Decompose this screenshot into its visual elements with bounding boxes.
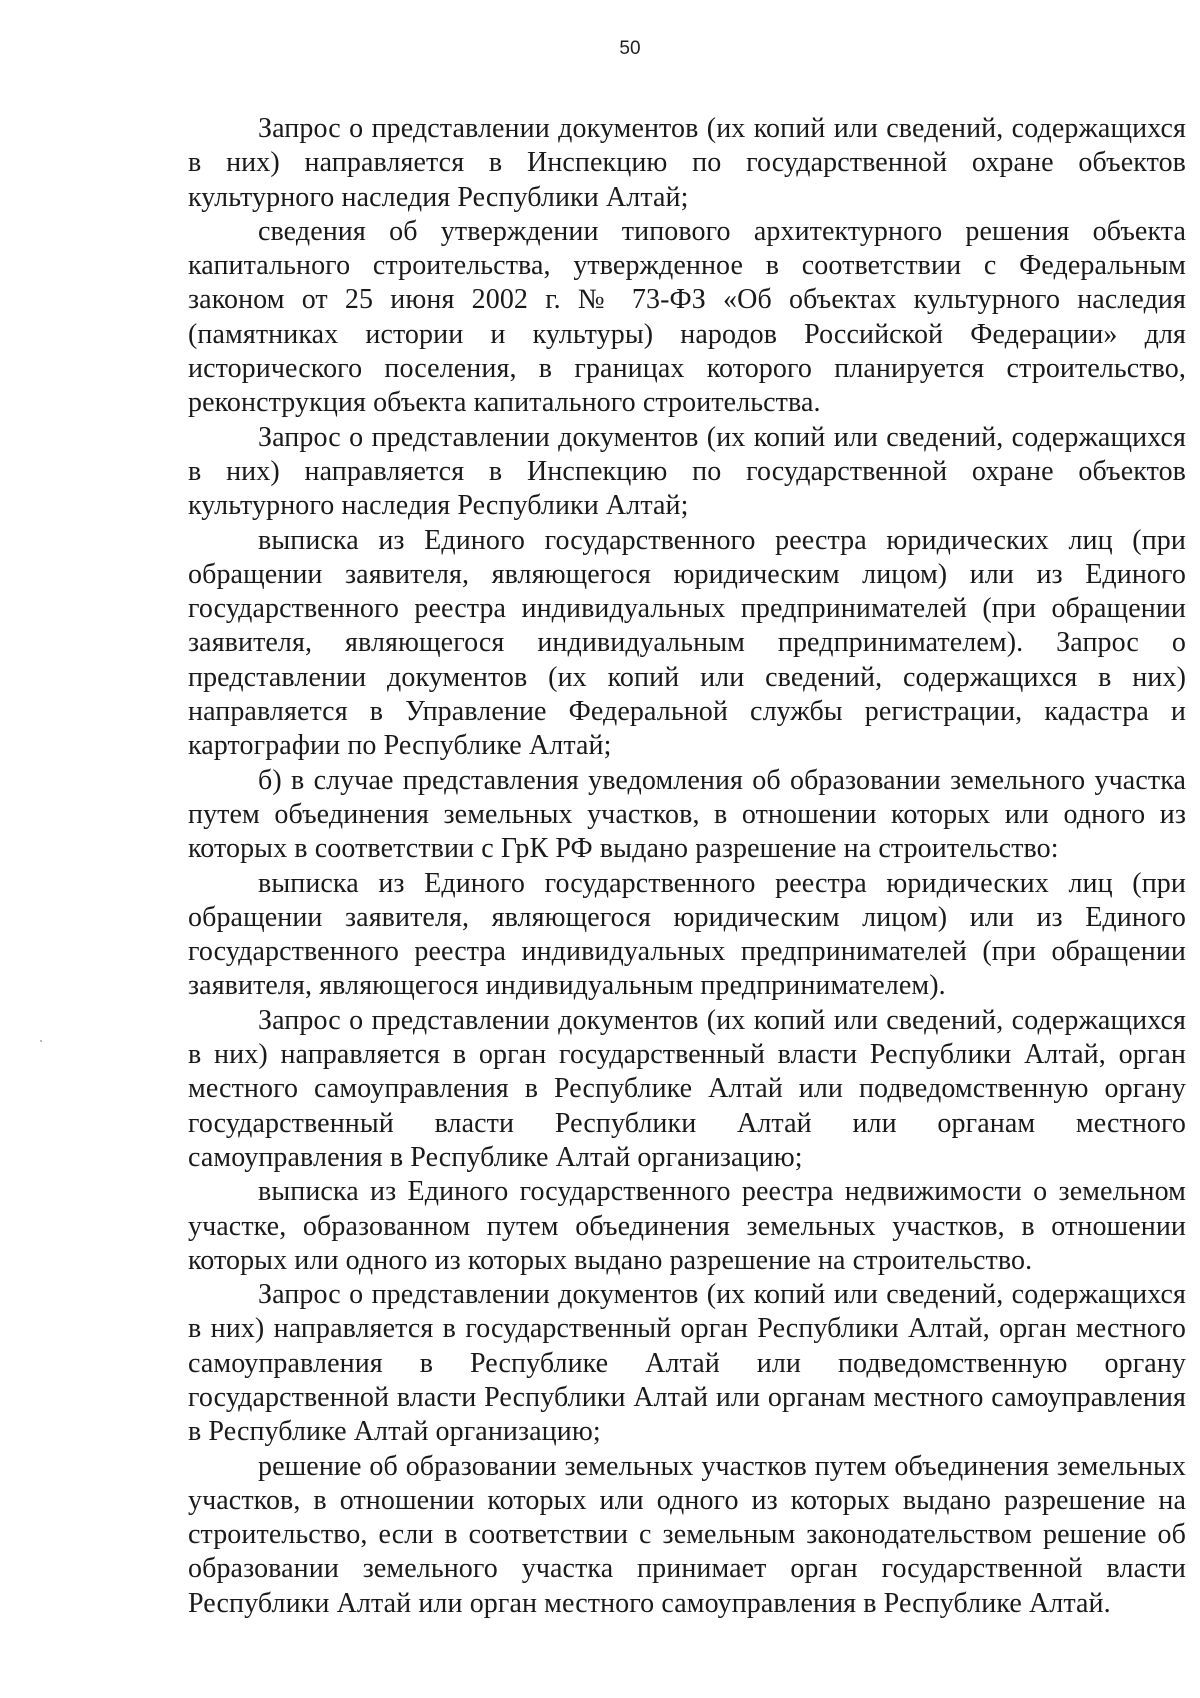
paragraph: выписка из Единого государственного реестра юридических лиц (при обращении заявителя, являющегося юридическим лицом) или из Единого государственного реестра индивидуальных предпринимателей (при обращении заявителя, являющегося индивидуальным предпринимателем). Запрос о представлении документов (их копий или сведений, содержащихся в них) направляется в Управление Федеральной службы регистрации, кадастра и картографии по Республике Алтай; — [188, 524, 1186, 762]
paragraph: Запрос о представлении документов (их копий или сведений, содержащихся в них) направляется в Инспекцию по государственной охране объектов культурного наследия Республики Алтай; — [188, 113, 1186, 213]
paragraph: Запрос о представлении документов (их копий или сведений, содержащихся в них) направляется в государственный орган Республики Алтай, орган местного самоуправления в Республике Алтай или подведомственную органу государственной власти Республики Алтай или органам местного самоуправления в Республике Алтай организацию; — [188, 1279, 1186, 1448]
scan-speck — [40, 1040, 42, 1042]
document-body — [188, 112, 1186, 1621]
paragraph: Запрос о представлении документов (их копий или сведений, содержащихся в них) направляется в орган государственный власти Республики Алтай, орган местного самоуправления в Республике Алтай или подведомственную органу государственный власти Республики Алтай или органам местного самоуправления в Республике Алтай организацию; — [188, 1004, 1186, 1173]
paragraph: решение об образовании земельных участков путем объединения земельных участков, в отношении которых или одного из которых выдано разрешение на строительство, если в соответствии с земельным законодательством решение об образовании земельного участка принимает орган государственной власти Республики Алтай или орган местного самоуправления в Республике Алтай. — [188, 1450, 1186, 1619]
page-number: 50 — [619, 38, 641, 59]
paragraph: б) в случае представления уведомления об образовании земельного участка путем объединения земельных участков, в отношении которых или одного из которых в соответствии с ГрК РФ выдано разрешение на строительство: — [188, 764, 1186, 865]
paragraph: Запрос о представлении документов (их копий или сведений, содержащихся в них) направляется в Инспекцию по государственной охране объектов культурного наследия Республики Алтай; — [188, 421, 1186, 522]
paragraph: сведения об утверждении типового архитектурного решения объекта капитального строительства, утвержденное в соответствии с Федеральным законом от 25 июня 2002 г. № 73-ФЗ «Об объектах культурного наследия (памятниках истории и культуры) народов Российской Федерации» для исторического поселения, в границах которого планируется строительство, реконструкция объекта капитального строительства. — [188, 215, 1186, 419]
paragraph: выписка из Единого государственного реестра юридических лиц (при обращении заявителя, являющегося юридическим лицом) или из Единого государственного реестра индивидуальных предпринимателей (при обращении заявителя, являющегося индивидуальным предпринимателем). — [188, 867, 1186, 1002]
paragraph: выписка из Единого государственного реестра недвижимости о земельном участке, образованном путем объединения земельных участков, в отношении которых или одного из которых выдано разрешение на строительство. — [188, 1176, 1186, 1276]
